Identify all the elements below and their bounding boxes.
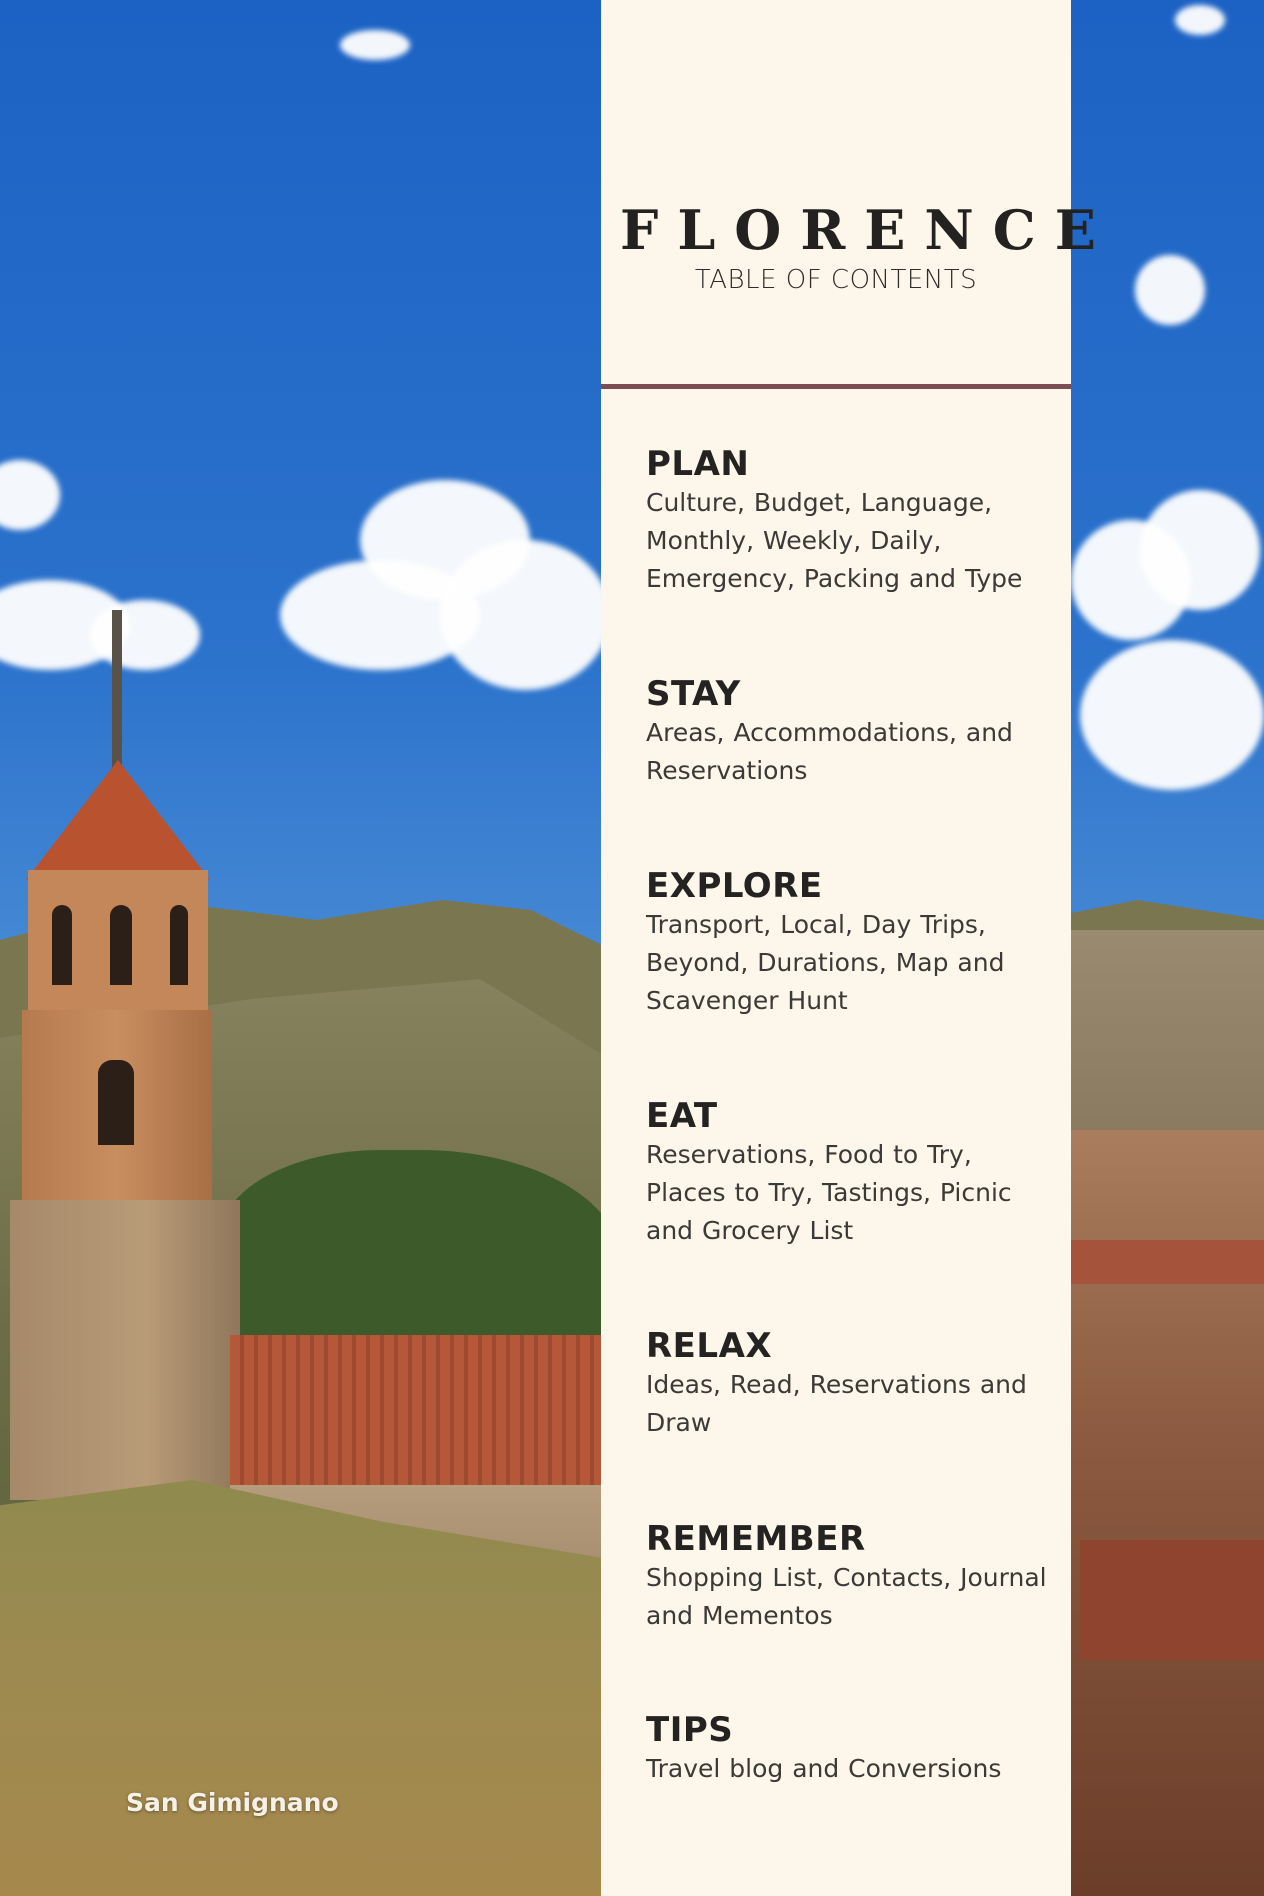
section-title: EAT xyxy=(646,1096,718,1136)
section-tips xyxy=(646,1710,1056,1788)
section-relax xyxy=(646,1326,1056,1442)
cloud xyxy=(1140,490,1260,610)
house-roof xyxy=(1080,1540,1264,1660)
section-title: EXPLORE xyxy=(646,866,823,906)
cloud xyxy=(1175,5,1225,35)
section-description: Travel blog and Conversions xyxy=(646,1754,1002,1783)
section-description: Ideas, Read, Reservations and Draw xyxy=(646,1370,1027,1437)
bell-opening xyxy=(110,905,132,985)
section-title: TIPS xyxy=(646,1710,734,1750)
section-description: Areas, Accommodations, and Reservations xyxy=(646,718,1013,785)
bell-opening xyxy=(98,1060,134,1145)
toc-panel xyxy=(601,0,1115,1896)
toc-header xyxy=(601,0,1115,385)
section-stay xyxy=(646,674,1056,790)
bell-opening xyxy=(52,905,72,985)
header-divider xyxy=(601,384,1071,389)
section-title: PLAN xyxy=(646,444,750,484)
church-roof xyxy=(230,1335,610,1490)
photo-caption: San Gimignano xyxy=(126,1788,339,1817)
house-roof xyxy=(1070,1240,1264,1284)
cloud xyxy=(440,540,610,690)
section-description: Shopping List, Contacts, Journal and Mementos xyxy=(646,1563,1047,1630)
section-plan xyxy=(646,444,1056,598)
city-title: FLORENCE xyxy=(620,198,1115,262)
cloud xyxy=(90,600,200,670)
section-title: STAY xyxy=(646,674,741,714)
toc-subtitle: TABLE OF CONTENTS xyxy=(694,265,978,295)
tower-base xyxy=(10,1200,240,1500)
section-description: Reservations, Food to Try, Places to Try, Tastings, Picnic and Grocery List xyxy=(646,1140,1012,1245)
section-description: Culture, Budget, Language, Monthly, Weekly, Daily, Emergency, Packing and Type xyxy=(646,488,1023,593)
bell-opening xyxy=(170,905,188,985)
cloud xyxy=(1080,640,1264,790)
cloud xyxy=(340,30,410,60)
section-title: REMEMBER xyxy=(646,1519,866,1559)
tower-spire xyxy=(112,610,122,770)
section-description: Transport, Local, Day Trips, Beyond, Durations, Map and Scavenger Hunt xyxy=(646,910,1005,1015)
cloud xyxy=(1135,255,1205,325)
section-eat xyxy=(646,1096,1056,1250)
section-title: RELAX xyxy=(646,1326,773,1366)
section-explore xyxy=(646,866,1056,1020)
section-remember xyxy=(646,1519,1056,1635)
